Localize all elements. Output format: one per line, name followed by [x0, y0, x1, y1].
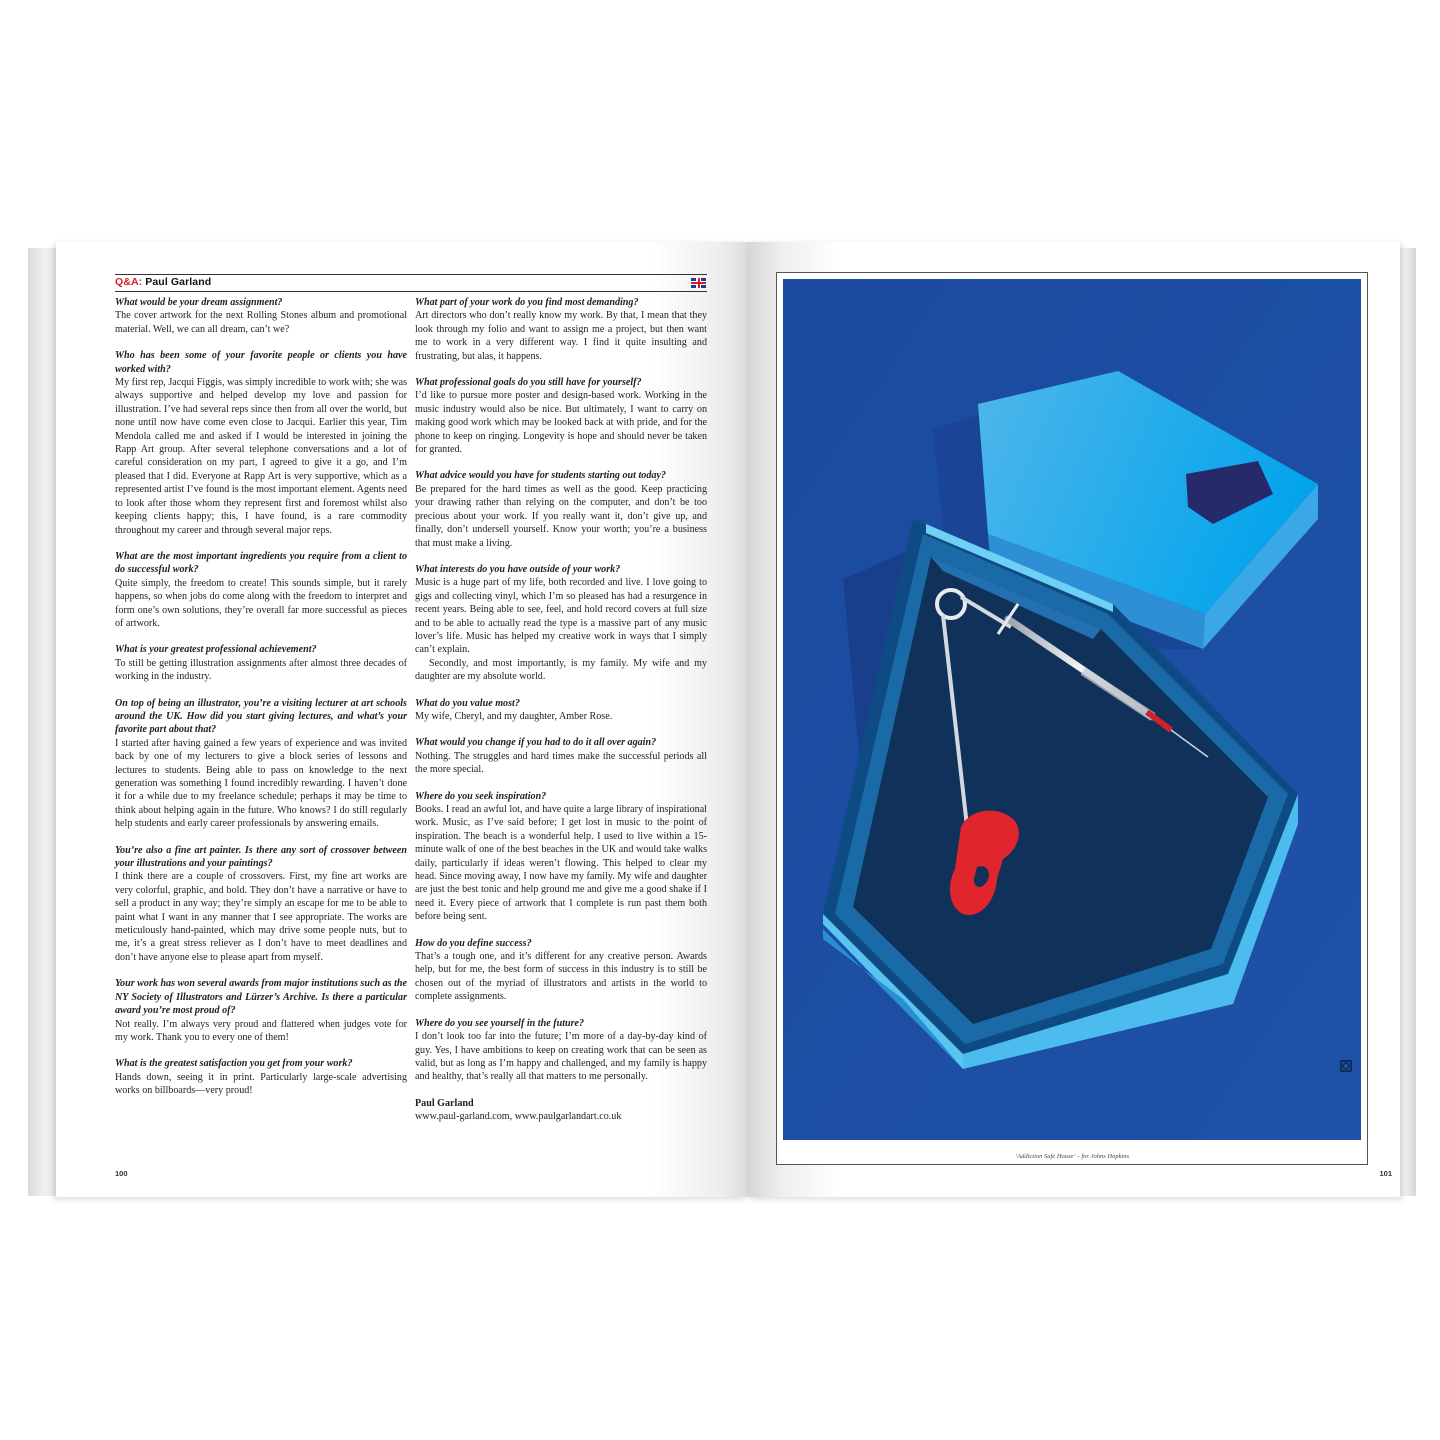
qa-block: [415, 697, 707, 724]
question: What would you change if you had to do it all over again?: [415, 737, 657, 749]
question: Your work has won several awards from major institutions such as the NY Society of Illustrators and Lürzer’s Archive. Is there a particular award you’re most proud of?: [115, 978, 407, 1017]
question: Where do you see yourself in the future?: [415, 1017, 585, 1029]
signature-websites: www.paul-garland.com, www.paulgarlandart.co.uk: [415, 1111, 622, 1123]
answer: Quite simply, the freedom to create! This sounds simple, but it rarely happens, so when jobs do come along with the freedom to interpret and form one’s own solutions, they’re overall far more successful as pieces of artwork.: [115, 577, 407, 629]
question: What are the most important ingredients you require from a client to do successful work?: [115, 550, 407, 576]
answer: My wife, Cheryl, and my daughter, Amber Rose.: [415, 710, 613, 722]
answer: That’s a tough one, and it’s different for any creative person. Awards help, but for me, the best form of success in this industry is to still be chosen out of the myriad of illustrators and artists in the world to complete assignments.: [415, 951, 707, 1003]
answer: Be prepared for the hard times as well as the good. Keep practicing your drawing rather than relying on the computer, and don’t be too precious about your work. If you really want it, don’t give up, and finally, don’t undersell yourself. Know your worth; you’re a business that must make a living.: [415, 483, 707, 549]
uk-flag-icon: [691, 278, 706, 288]
answer: Hands down, seeing it in print. Particularly large-scale advertising works on billboards—very proud!: [115, 1071, 407, 1097]
qa-prefix: Q&A:: [115, 276, 143, 288]
artwork-illustration: [783, 279, 1361, 1140]
qa-block: [415, 1017, 707, 1084]
answer: The cover artwork for the next Rolling Stones album and promotional material. Well, we can all dream, can’t we?: [115, 310, 407, 335]
question: What would be your dream assignment?: [115, 297, 283, 308]
artwork-caption: ‘Addiction Safe House’ – for Johns Hopkins: [1014, 1153, 1130, 1160]
answer: Nothing. The struggles and hard times make the successful periods all the more special.: [415, 750, 707, 776]
answer: I’d like to pursue more poster and design-based work. Working in the music industry would also be nice. But ultimately, I want to carry on making good work which may be looked back at with pride, and for the phone to keep on ringing. Longevity is hope and should never be taken for granted.: [415, 390, 707, 456]
qa-block: [115, 643, 407, 683]
qa-block: [415, 937, 707, 1004]
question: You’re also a fine art painter. Is there any sort of crossover between your illustrations and your paintings?: [115, 844, 407, 870]
question: How do you define success?: [415, 937, 532, 949]
qa-block: [115, 349, 407, 537]
question: On top of being an illustrator, you’re a visiting lecturer at art schools around the UK. How did you start giving lectures, and what’s your favorite part about that?: [115, 697, 407, 736]
answer: Books. I read an awful lot, and have quite a large library of inspirational work. Music, as I’ve said before; I get lost in music to the point of inspiration. The beach is a wonderful help. I used to live within a 15-minute walk of one of the best beaches in the UK and would take walks daily, particularly if ideas weren’t flowing. This helped to clear my head. Since moving away, I now have my family. My wife and daughter are just the best tonic and help ground me and give me a good shake if I need it. Every piece of artwork that I complete is run past them both before being sent.: [415, 804, 707, 923]
qa-block: [115, 1057, 407, 1097]
qa-block: [115, 697, 407, 831]
answer: My first rep, Jacqui Figgis, was simply incredible to work with; she was always supportive and helped develop my love and passion for illustration. I’ve had several reps since then from all over the world, but none until now have come even close to Jacqui. Earlier this year, Tim Mendola called me and asked if I would be interested in joining the Rapp Art group. After several telephone conversations and a lot of careful consideration on my part, I agreed to give it a go, and I’m pleased that I did. Everyone at Rapp Art is very supportive, which as a represented artist I’ve found is the most important element. Agents need to look after those whom they represent first and foremost whilst also keeping clients happy; this, I have found, is a rare commodity throughout my career and through several major reps.: [115, 377, 407, 536]
answer-continued: Secondly, and most importantly, is my family. My wife and my daughter are my absolute world.: [415, 657, 707, 683]
text-column-2: [415, 296, 707, 1124]
answer: To still be getting illustration assignments after almost three decades of working in the industry.: [115, 657, 407, 683]
question: What is the greatest satisfaction you get from your work?: [115, 1058, 353, 1070]
article-header: [115, 274, 707, 292]
answer: Music is a huge part of my life, both recorded and live. I love going to gigs and collecting vinyl, which I’m so pleased has had a resurgence in recent years. Being able to see, feel, and hold record covers at full size and to be able to actually read the type is a massive part of any music lover’s life. Music has helped my creative work in ways that I simply can’t explain.: [415, 577, 707, 656]
answer: I don’t look too far into the future; I’m more of a day-by-day kind of guy. Yes, I have ambitions to keep on creating work that can be seen as valid, but as long as I’m happy and challenged, and my family is happy and healthy, that’s really all that matters to me personally.: [415, 1031, 707, 1083]
question: What part of your work do you find most demanding?: [415, 297, 639, 308]
right-page: [748, 242, 1400, 1197]
question: What do you value most?: [415, 697, 520, 709]
qa-block: [115, 550, 407, 630]
question: What professional goals do you still have for yourself?: [415, 377, 642, 389]
qa-block: [115, 296, 407, 336]
page-number-left: 100: [115, 1169, 128, 1178]
article-title: [115, 276, 211, 288]
question: Where do you seek inspiration?: [415, 790, 547, 802]
page-number-right: 101: [1379, 1169, 1392, 1178]
qa-block: [415, 736, 707, 776]
qa-block: [415, 376, 707, 456]
qa-block: [115, 977, 407, 1044]
signature: [415, 1097, 707, 1124]
qa-block: [115, 844, 407, 965]
question: What is your greatest professional achievement?: [115, 644, 317, 656]
answer: Not really. I’m always very proud and flattered when judges vote for my work. Thank you to every one of them!: [115, 1018, 407, 1043]
qa-block: [415, 790, 707, 924]
qa-block: [415, 469, 707, 549]
text-column-1: [115, 296, 407, 1111]
question: What advice would you have for students starting out today?: [415, 470, 666, 482]
answer: Art directors who don’t really know my work. By that, I mean that they look through my folio and want to assign me a project, but then want me to work in a very different way. I find it quite insulting and frustrating, but alas, it happens.: [415, 310, 707, 362]
answer: I think there are a couple of crossovers. First, my fine art works are very colorful, graphic, and bold. They don’t have a narrative or have to sell a product in any way; they’re simply an escape for me to be able to paint what I want in any manner that I see appropriate. The works are meticulously hand-painted, which may drive some people nuts, but to me, it’s a great stress reliever as I don’t have to meet deadlines and don’t have anyone else to please apart from myself.: [115, 871, 407, 963]
left-page: [56, 242, 748, 1197]
open-magazine: [28, 236, 1416, 1202]
question: What interests do you have outside of your work?: [415, 563, 621, 575]
question: Who has been some of your favorite people or clients you have worked with?: [115, 350, 407, 375]
answer: I started after having gained a few years of experience and was invited back by one of my lecturers to give a block series of lessons and lectures to students. Being able to pass on knowledge to the next generation was something I found incredibly rewarding. I haven’t done it for a while due to my freelance schedule; perhaps it may be time to think about helping again in the future. Who knows? I do still regularly help students and early career professionals by answering emails.: [115, 737, 407, 830]
signature-name: Paul Garland: [415, 1097, 474, 1109]
qa-block: [415, 296, 707, 363]
interviewee-name: Paul Garland: [145, 276, 212, 288]
artwork-frame: [776, 272, 1368, 1165]
qa-block: [415, 563, 707, 684]
